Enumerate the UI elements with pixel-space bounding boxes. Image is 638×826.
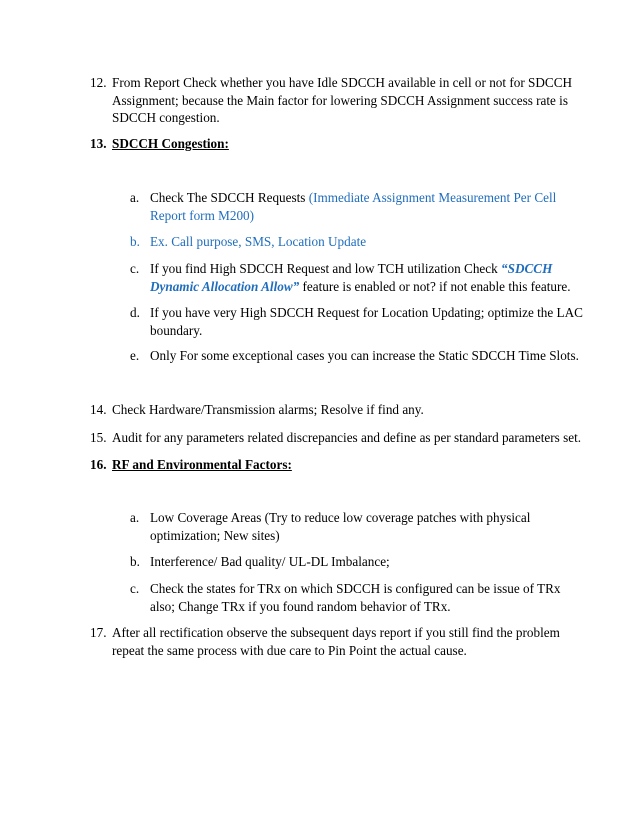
sub-item-letter: c. (130, 261, 140, 276)
item-number: 12. (90, 75, 107, 90)
list-item-17 (90, 624, 560, 659)
sub-item-text: Only For some exceptional cases you can increase the Static SDCCH Time Slots. (150, 348, 579, 363)
emphasized-feature-name: Dynamic Allocation Allow” (150, 279, 300, 294)
sub-item-text: Low Coverage Areas (Try to reduce low coverage patches with physical (150, 510, 531, 525)
sub-item-letter: b. (130, 554, 140, 569)
emphasized-feature-name: “SDCCH (501, 261, 553, 276)
item-number: 14. (90, 402, 107, 417)
item-text-line: Assignment; because the Main factor for lowering SDCCH Assignment success rate is (112, 92, 568, 108)
sub-item-letter: a. (130, 190, 140, 205)
sub-item-letter: c. (130, 581, 140, 596)
blue-reference-text: Report form M200) (150, 208, 255, 223)
sub-item-text: Ex. Call purpose, SMS, Location Update (150, 234, 367, 249)
list-item-12 (90, 74, 572, 127)
sub-item-text: feature is enabled or not? if not enable this feature. (299, 279, 571, 294)
sub-item-letter: b. (130, 234, 140, 249)
sub-item-letter: e. (130, 348, 140, 363)
item-text-line: After all rectification observe the subsequent days report if you still find the problem (112, 625, 560, 640)
section-title: SDCCH Congestion: (112, 136, 229, 151)
blue-reference-text: (Immediate Assignment Measurement Per Cell (308, 190, 557, 205)
item-number: 16. (90, 457, 107, 472)
section-heading-16 (90, 456, 292, 474)
item-text-line: SDCCH congestion. (112, 110, 220, 125)
list-item-14 (90, 401, 424, 419)
item-number: 13. (90, 136, 107, 151)
sub-item-text: optimization; New sites) (150, 528, 280, 543)
section-title: RF and Environmental Factors: (112, 457, 292, 472)
sub-item-text: also; Change TRx if you found random behavior of TRx. (150, 599, 451, 614)
item-text-line: repeat the same process with due care to Pin Point the actual cause. (112, 642, 467, 658)
item-text-line: From Report Check whether you have Idle SDCCH available in cell or not for SDCCH (112, 75, 573, 90)
sub-item-letter: d. (130, 305, 140, 320)
item-number: 15. (90, 430, 107, 445)
item-number: 17. (90, 625, 107, 640)
sub-item-text: Check The SDCCH Requests (150, 190, 309, 205)
item-text-line: Audit for any parameters related discrepancies and define as per standard parameters set. (112, 430, 582, 445)
sub-item-text: Check the states for TRx on which SDCCH is configured can be issue of TRx (150, 581, 561, 596)
sub-item-text: If you find High SDCCH Request and low TCH utilization Check (150, 261, 502, 276)
section-heading-13 (90, 135, 229, 153)
sub-item-text: If you have very High SDCCH Request for Location Updating; optimize the LAC (150, 305, 583, 320)
sub-item-text: Interference/ Bad quality/ UL-DL Imbalance; (150, 554, 390, 569)
sub-item-letter: a. (130, 510, 140, 525)
sub-item-text: boundary. (150, 323, 203, 338)
item-text-line: Check Hardware/Transmission alarms; Resolve if find any. (112, 402, 424, 417)
list-item-15 (90, 429, 581, 447)
